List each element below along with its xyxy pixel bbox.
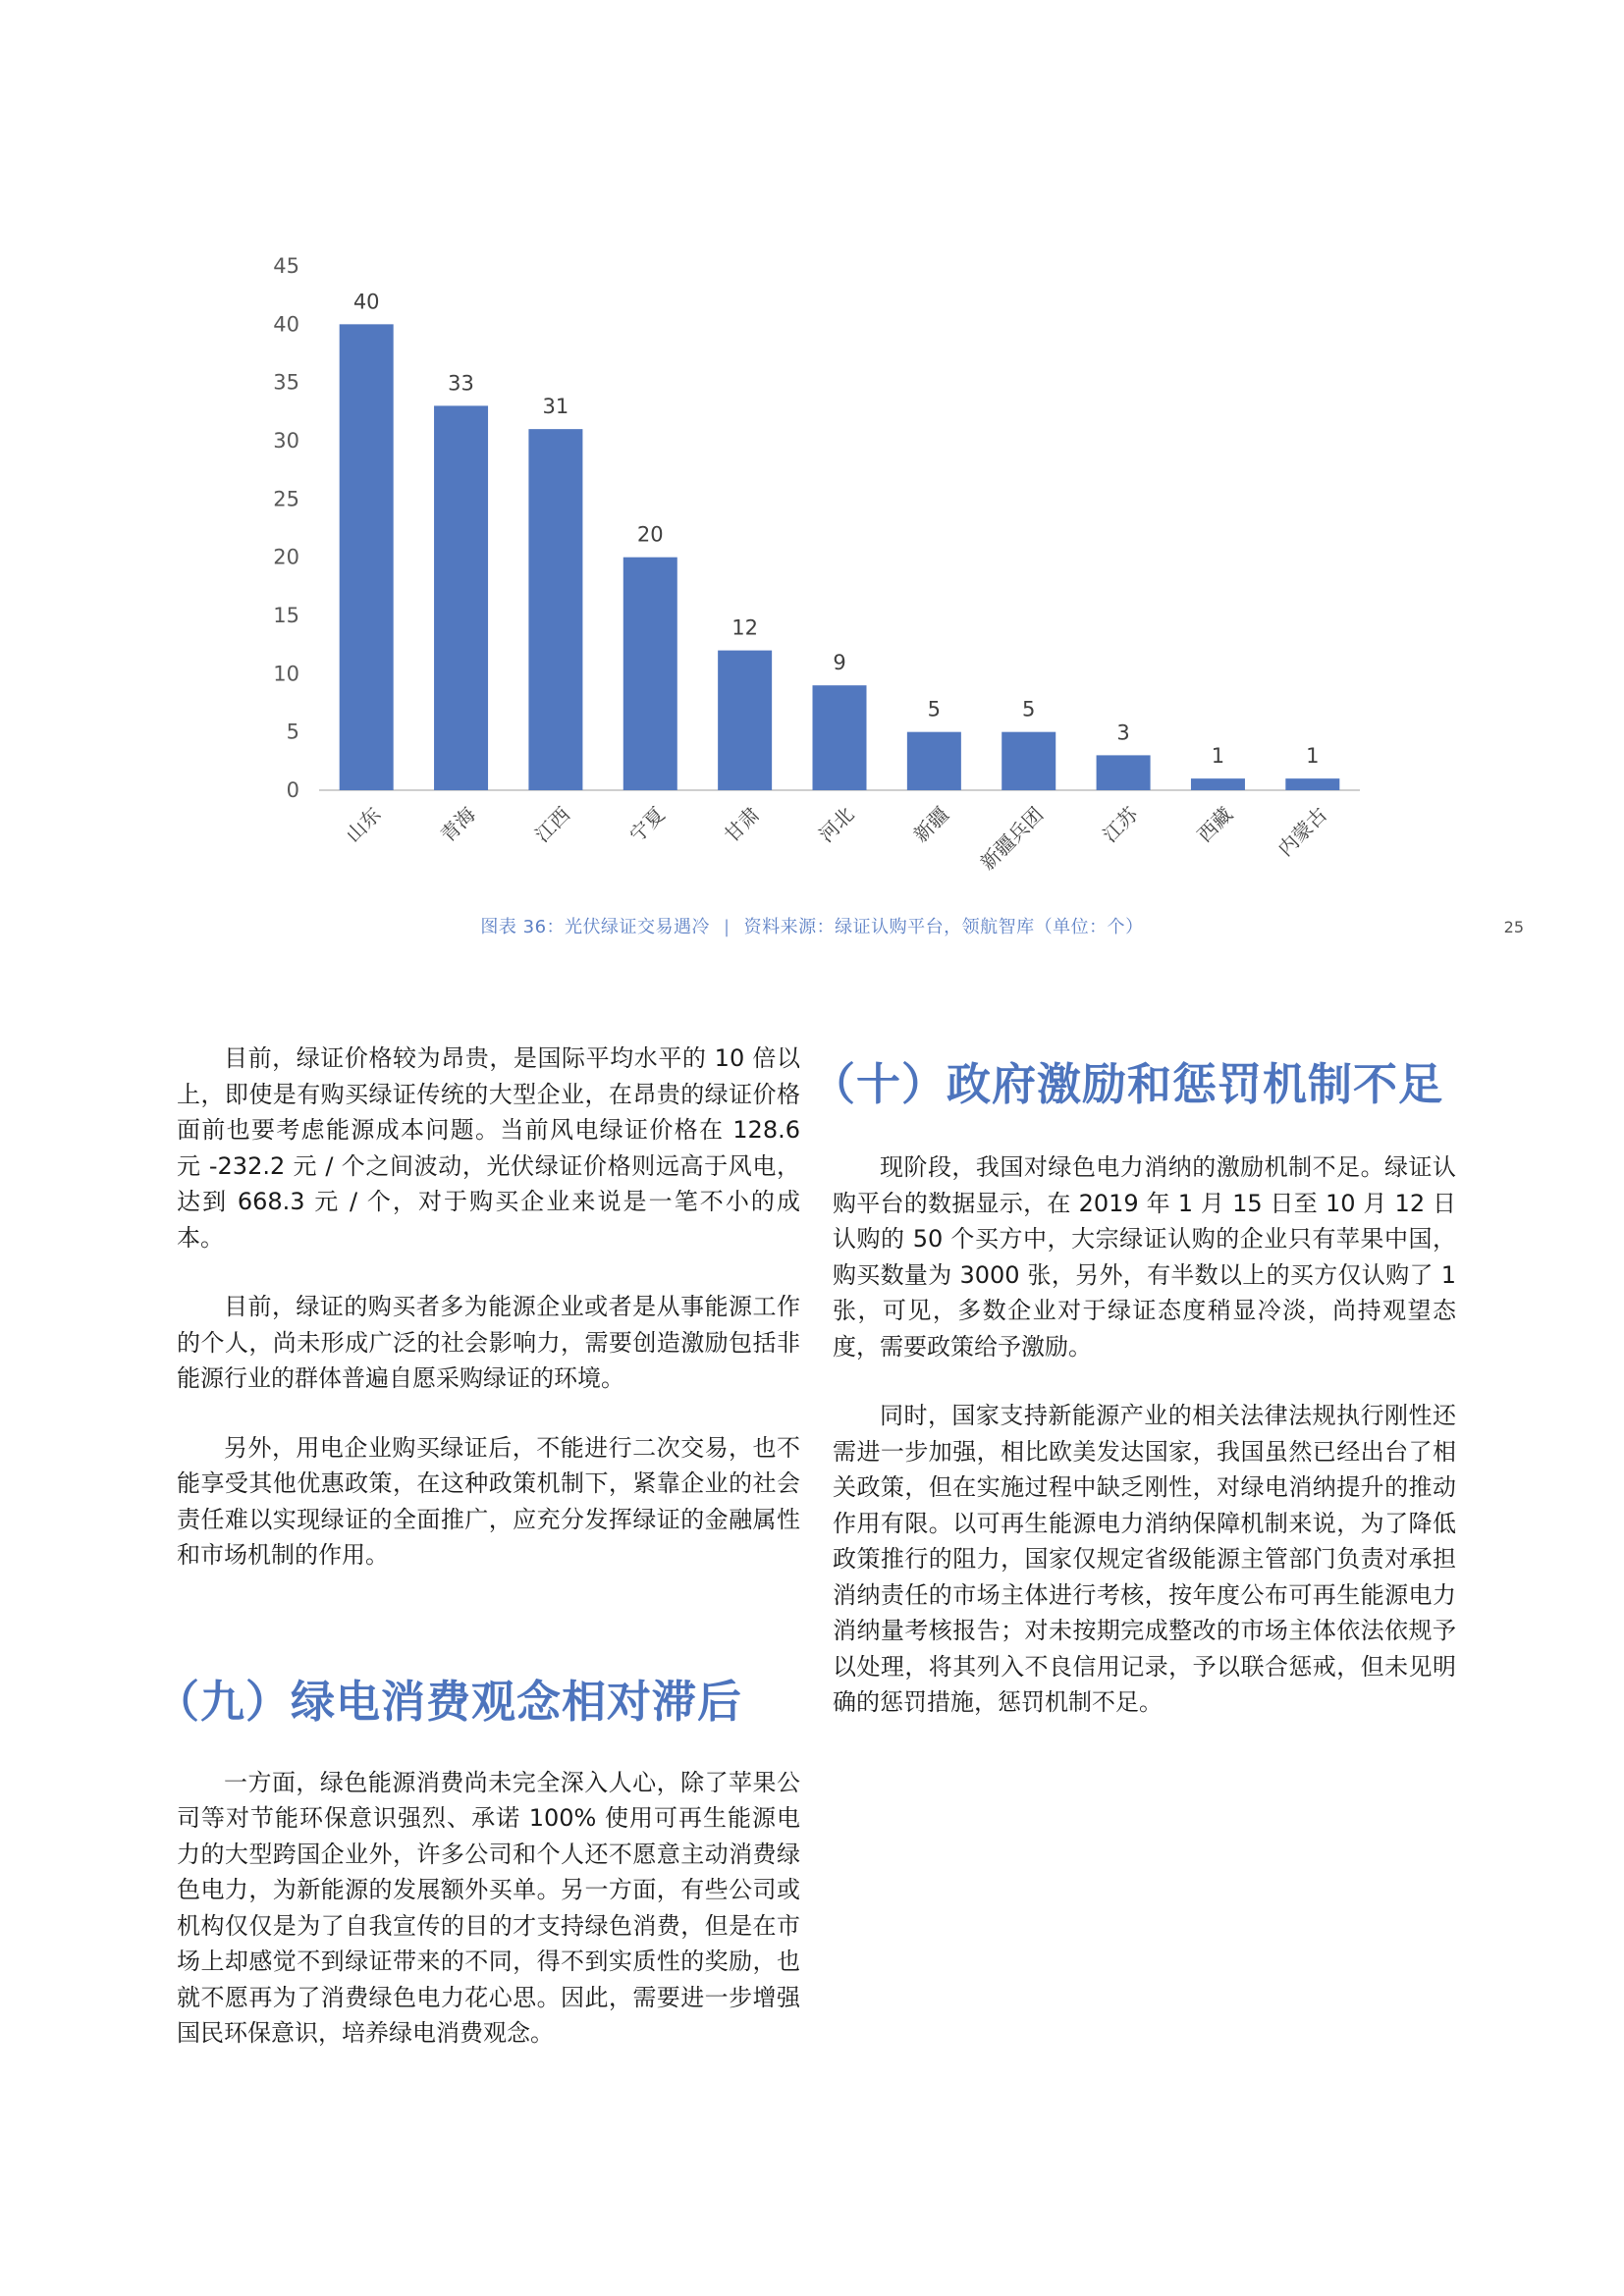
paragraph-buyers: 目前，绿证的购买者多为能源企业或者是从事能源工作的个人，尚未形成广泛的社会影响力，需要创造激励包括非能源行业的群体普遍自愿采购绿证的环境。: [177, 1293, 800, 1392]
y-tick-label: 10: [273, 662, 299, 686]
bar: [434, 405, 488, 790]
bar: [1001, 732, 1056, 790]
x-category-label: 新疆兵团: [975, 802, 1049, 876]
caption-title: 图表 36：光伏绿证交易遇冷: [480, 917, 711, 937]
y-tick-label: 20: [273, 545, 299, 569]
bar: [907, 732, 961, 790]
data-label: 1: [1306, 744, 1320, 769]
x-category-label: 青海: [435, 802, 480, 847]
y-tick-label: 0: [286, 778, 299, 802]
x-category-label: 河北: [814, 802, 859, 847]
x-category-label: 江西: [530, 802, 575, 847]
section-heading-9: （九）绿电消费观念相对滞后: [155, 1675, 743, 1728]
y-tick-label: 5: [286, 720, 299, 744]
x-category-label: 内蒙古: [1272, 802, 1332, 861]
paragraph-incentive: 现阶段，我国对绿色电力消纳的激励机制不足。绿证认购平台的数据显示，在 2019 年 1 月 15 日至 10 月 12 日认购的 50 个买方中，大宗绿证认购的企业只有苹果中国，购买数量为 3000 张，另外，有半数以上的买方仅认购了 1 张，可见，多数企业对于绿证态度稍显冷淡，尚持观望态度，需要政策给予激励。: [833, 1153, 1456, 1361]
data-label: 33: [448, 371, 474, 396]
bar: [1191, 778, 1245, 790]
x-category-label: 甘肃: [719, 802, 765, 847]
bar: [718, 651, 772, 790]
x-category-label: 山东: [341, 802, 386, 847]
bar: [813, 685, 867, 790]
bar: [340, 324, 394, 790]
y-tick-label: 45: [273, 254, 299, 278]
bar: [623, 558, 677, 790]
y-tick-label: 40: [273, 312, 299, 337]
x-category-label: 江苏: [1098, 802, 1143, 847]
data-label: 1: [1211, 744, 1225, 769]
data-label: 5: [927, 697, 942, 721]
data-label: 31: [542, 395, 569, 419]
paragraph-price: 目前，绿证价格较为昂贵，是国际平均水平的 10 倍以上，即使是有购买绿证传统的大型企业，在昂贵的绿证价格面前也要考虑能源成本问题。当前风电绿证价格在 128.6 元 -232.2 元 / 个之间波动，光伏绿证价格则远高于风电，达到 668.3 元 / 个，对于购买企业来说是一笔不小的成本。: [177, 1044, 800, 1252]
data-label: 40: [352, 290, 380, 314]
data-label: 20: [636, 522, 664, 547]
page-number: 25: [1503, 918, 1524, 936]
data-label: 3: [1116, 721, 1130, 745]
bar: [528, 429, 582, 790]
bar: [1285, 778, 1339, 790]
y-tick-label: 15: [273, 604, 299, 627]
y-tick-label: 25: [273, 487, 299, 511]
data-label: 5: [1022, 697, 1036, 721]
y-tick-label: 30: [273, 429, 299, 453]
data-label: 9: [833, 651, 846, 675]
left-column: [155, 1041, 800, 2052]
paragraph-consumption: 一方面，绿色能源消费尚未完全深入人心，除了苹果公司等对节能环保意识强烈、承诺 100% 使用可再生能源电力的大型跨国企业外，许多公司和个人还不愿意主动消费绿色电力，为新能源的发展额外买单。另一方面，有些公司或机构仅仅是为了自我宣传的目的才支持绿色消费，但是在市场上却感觉不到绿证带来的不同，得不到实质性的奖励，也就不愿再为了消费绿色电力花心思。因此，需要进一步增强国民环保意识，培养绿电消费观念。: [177, 1768, 800, 2047]
bar: [1097, 755, 1151, 790]
caption-separator: |: [724, 917, 731, 937]
x-category-label: 新疆: [908, 802, 953, 847]
figure-caption: [0, 913, 1624, 938]
paragraph-penalty: 同时，国家支持新能源产业的相关法律法规执行刚性还需进一步加强，相比欧美发达国家，我国虽然已经出台了相关政策，但在实施过程中缺乏刚性，对绿电消纳提升的推动作用有限。以可再生能源电力消纳保障机制来说，为了降低政策推行的阻力，国家仅规定省级能源主管部门负责对承担消纳责任的市场主体进行考核，按年度公布可再生能源电力消纳量考核报告；对未按期完成整改的市场主体依法依规予以处理，将其列入不良信用记录，予以联合惩戒，但未见明确的惩罚措施，惩罚机制不足。: [833, 1402, 1456, 1716]
x-category-label: 西藏: [1192, 802, 1237, 847]
caption-source: 资料来源：绿证认购平台，领航智库（单位：个）: [743, 917, 1144, 937]
y-tick-label: 35: [273, 370, 299, 395]
section-heading-10: （十）政府激励和惩罚机制不足: [811, 1058, 1444, 1110]
paragraph-trading: 另外，用电企业购买绿证后，不能进行二次交易，也不能享受其他优惠政策，在这种政策机制下，紧靠企业的社会责任难以实现绿证的全面推广，应充分发挥绿证的金融属性和市场机制的作用。: [177, 1433, 800, 1569]
x-category-label: 宁夏: [624, 802, 670, 847]
data-label: 12: [731, 615, 759, 640]
bar-chart: [0, 0, 1624, 913]
right-column: [811, 1041, 1456, 1721]
